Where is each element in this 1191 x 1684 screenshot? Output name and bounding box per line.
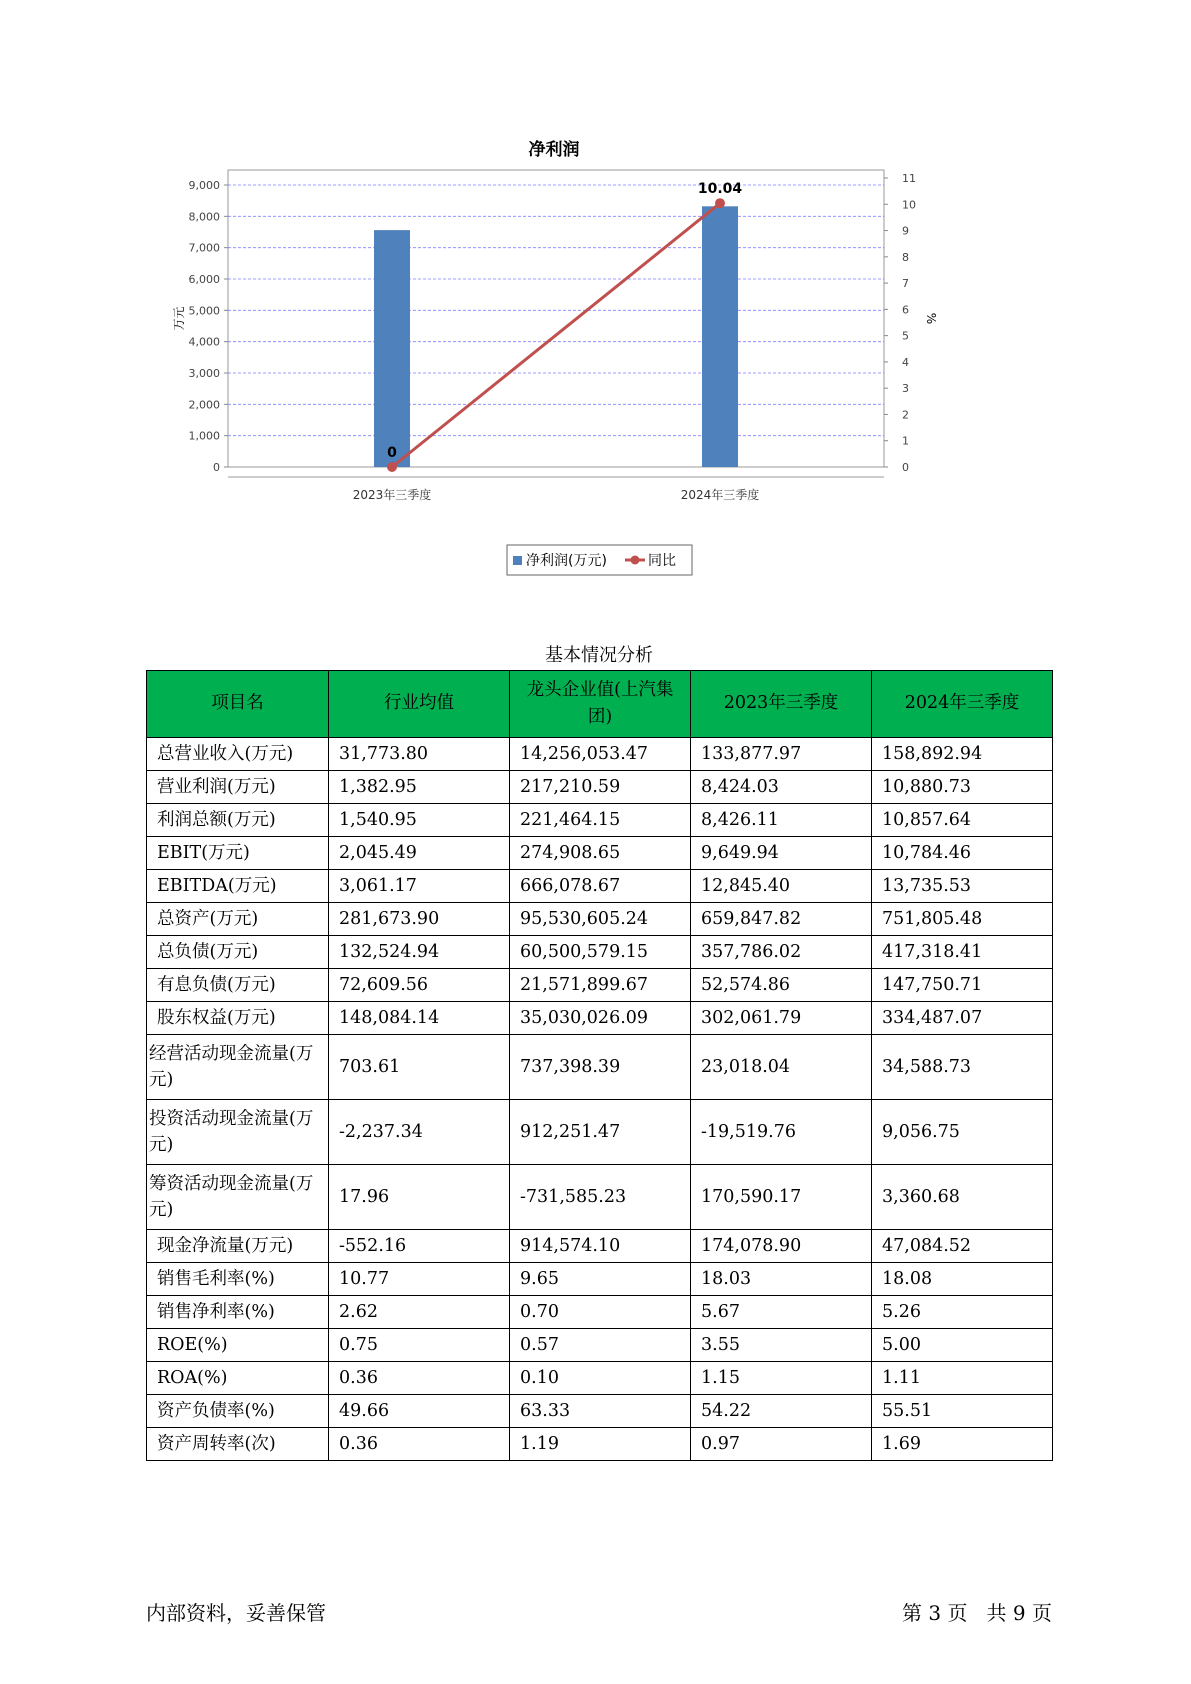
table-cell: 34,588.73 bbox=[872, 1035, 1053, 1100]
table-cell: 49.66 bbox=[329, 1395, 510, 1428]
table-cell: 221,464.15 bbox=[510, 804, 691, 837]
table-row bbox=[147, 870, 1053, 903]
table-cell: 95,530,605.24 bbox=[510, 903, 691, 936]
legend-label-line: 同比 bbox=[648, 553, 676, 569]
table-cell: 9,056.75 bbox=[872, 1100, 1053, 1165]
table-row bbox=[147, 1165, 1053, 1230]
table-cell: 5.26 bbox=[872, 1296, 1053, 1329]
y-tick-label: 4,000 bbox=[188, 335, 220, 349]
table-cell: 703.61 bbox=[329, 1035, 510, 1100]
header-2023q3: 2023年三季度 bbox=[691, 671, 872, 738]
table-cell: 0.75 bbox=[329, 1329, 510, 1362]
row-label: 利润总额(万元) bbox=[147, 804, 329, 837]
table-cell: 17.96 bbox=[329, 1165, 510, 1230]
y-axis-label: 万元 bbox=[172, 306, 186, 331]
legend-label-bar: 净利润(万元) bbox=[526, 553, 607, 569]
y2-tick-label: 4 bbox=[902, 355, 909, 369]
table-cell: 54.22 bbox=[691, 1395, 872, 1428]
data-label: 10.04 bbox=[697, 181, 743, 198]
table-cell: 158,892.94 bbox=[872, 738, 1053, 771]
legend-swatch-bar bbox=[513, 556, 522, 565]
basic-analysis-table bbox=[146, 670, 1053, 1461]
y2-tick-label: 9 bbox=[902, 224, 909, 238]
table-body bbox=[147, 738, 1053, 1461]
table-cell: 10,784.46 bbox=[872, 837, 1053, 870]
table-cell: 751,805.48 bbox=[872, 903, 1053, 936]
table-cell: 1.19 bbox=[510, 1428, 691, 1461]
row-label: 投资活动现金流量(万元) bbox=[147, 1100, 329, 1165]
table-cell: 47,084.52 bbox=[872, 1230, 1053, 1263]
table-cell: 13,735.53 bbox=[872, 870, 1053, 903]
table-cell: 60,500,579.15 bbox=[510, 936, 691, 969]
table-cell: -552.16 bbox=[329, 1230, 510, 1263]
y2-tick-label: 10 bbox=[902, 198, 916, 212]
table-cell: 334,487.07 bbox=[872, 1002, 1053, 1035]
table-cell: 1.15 bbox=[691, 1362, 872, 1395]
table-cell: 132,524.94 bbox=[329, 936, 510, 969]
y2-tick-label: 2 bbox=[902, 408, 909, 422]
table-cell: 10.77 bbox=[329, 1263, 510, 1296]
row-label: ROA(%) bbox=[147, 1362, 329, 1395]
table-cell: 737,398.39 bbox=[510, 1035, 691, 1100]
row-label: 股东权益(万元) bbox=[147, 1002, 329, 1035]
row-label: 筹资活动现金流量(万元) bbox=[147, 1165, 329, 1230]
data-label: 0 bbox=[387, 445, 397, 461]
table-cell: 23,018.04 bbox=[691, 1035, 872, 1100]
table-cell: 55.51 bbox=[872, 1395, 1053, 1428]
table-row bbox=[147, 1329, 1053, 1362]
bar-net-profit bbox=[374, 230, 410, 467]
y2-tick-label: 7 bbox=[902, 277, 909, 291]
row-label: 有息负债(万元) bbox=[147, 969, 329, 1002]
table-cell: 147,750.71 bbox=[872, 969, 1053, 1002]
table-row bbox=[147, 969, 1053, 1002]
row-label: 销售净利率(%) bbox=[147, 1296, 329, 1329]
y2-tick-label: 8 bbox=[902, 250, 909, 264]
line-point-yoy bbox=[715, 198, 725, 208]
y-tick-label: 0 bbox=[213, 461, 220, 474]
table-cell: 1,540.95 bbox=[329, 804, 510, 837]
table-row bbox=[147, 1263, 1053, 1296]
table-cell: 1.69 bbox=[872, 1428, 1053, 1461]
table-cell: 31,773.80 bbox=[329, 738, 510, 771]
table-row bbox=[147, 837, 1053, 870]
y2-tick-label: 5 bbox=[902, 329, 909, 343]
row-label: 资产负债率(%) bbox=[147, 1395, 329, 1428]
y-tick-label: 2,000 bbox=[188, 398, 220, 412]
table-cell: 0.10 bbox=[510, 1362, 691, 1395]
table-header-row bbox=[147, 671, 1053, 738]
table-cell: 12,845.40 bbox=[691, 870, 872, 903]
table-cell: 18.03 bbox=[691, 1263, 872, 1296]
y-tick-label: 1,000 bbox=[188, 429, 220, 443]
row-label: 资产周转率(次) bbox=[147, 1428, 329, 1461]
table-cell: 912,251.47 bbox=[510, 1100, 691, 1165]
table-cell: 0.97 bbox=[691, 1428, 872, 1461]
table-row bbox=[147, 1230, 1053, 1263]
row-label: 总负债(万元) bbox=[147, 936, 329, 969]
table-cell: 52,574.86 bbox=[691, 969, 872, 1002]
table-row bbox=[147, 1362, 1053, 1395]
y-tick-label: 9,000 bbox=[188, 179, 220, 192]
table-cell: 10,857.64 bbox=[872, 804, 1053, 837]
row-label: 现金净流量(万元) bbox=[147, 1230, 329, 1263]
y2-tick-label: 3 bbox=[902, 382, 909, 396]
table-cell: 3,061.17 bbox=[329, 870, 510, 903]
net-profit-chart bbox=[150, 130, 1050, 600]
x-tick-label: 2024年三季度 bbox=[680, 488, 760, 502]
y2-tick-label: 0 bbox=[902, 461, 909, 474]
table-cell: 0.36 bbox=[329, 1428, 510, 1461]
table-cell: 281,673.90 bbox=[329, 903, 510, 936]
table-cell: 0.70 bbox=[510, 1296, 691, 1329]
row-label: EBITDA(万元) bbox=[147, 870, 329, 903]
table-cell: 217,210.59 bbox=[510, 771, 691, 804]
header-item-name: 项目名 bbox=[147, 671, 329, 738]
x-tick-label: 2023年三季度 bbox=[352, 488, 432, 502]
footer-confidential-note: 内部资料，妥善保管 bbox=[146, 1601, 326, 1625]
table-cell: 9,649.94 bbox=[691, 837, 872, 870]
table-row bbox=[147, 1002, 1053, 1035]
table-cell: 10,880.73 bbox=[872, 771, 1053, 804]
table-row bbox=[147, 1100, 1053, 1165]
line-point-yoy bbox=[387, 462, 397, 472]
row-label: 经营活动现金流量(万元) bbox=[147, 1035, 329, 1100]
table-row bbox=[147, 1428, 1053, 1461]
y2-axis-label: % bbox=[924, 312, 938, 325]
table-cell: 274,908.65 bbox=[510, 837, 691, 870]
table-cell: 5.67 bbox=[691, 1296, 872, 1329]
table-cell: 35,030,026.09 bbox=[510, 1002, 691, 1035]
y2-tick-label: 11 bbox=[902, 172, 916, 185]
table-cell: 133,877.97 bbox=[691, 738, 872, 771]
row-label: 总资产(万元) bbox=[147, 903, 329, 936]
y-tick-label: 6,000 bbox=[188, 273, 220, 286]
table-row bbox=[147, 1035, 1053, 1100]
footer-page-number: 第 3 页 共 9 页 bbox=[902, 1601, 1052, 1625]
table-row bbox=[147, 738, 1053, 771]
row-label: 营业利润(万元) bbox=[147, 771, 329, 804]
table-cell: 3,360.68 bbox=[872, 1165, 1053, 1230]
table-cell: 63.33 bbox=[510, 1395, 691, 1428]
table-cell: 666,078.67 bbox=[510, 870, 691, 903]
table-cell: 659,847.82 bbox=[691, 903, 872, 936]
y-tick-label: 5,000 bbox=[188, 304, 220, 318]
header-2024q3: 2024年三季度 bbox=[872, 671, 1053, 738]
y2-tick-label: 6 bbox=[902, 303, 909, 317]
table-cell: 302,061.79 bbox=[691, 1002, 872, 1035]
table-cell: 357,786.02 bbox=[691, 936, 872, 969]
table-cell: 21,571,899.67 bbox=[510, 969, 691, 1002]
table-cell: 174,078.90 bbox=[691, 1230, 872, 1263]
table-row bbox=[147, 903, 1053, 936]
table-cell: 170,590.17 bbox=[691, 1165, 872, 1230]
row-label: EBIT(万元) bbox=[147, 837, 329, 870]
table-cell: 2.62 bbox=[329, 1296, 510, 1329]
table-cell: 14,256,053.47 bbox=[510, 738, 691, 771]
table-cell: 0.57 bbox=[510, 1329, 691, 1362]
table-cell: 3.55 bbox=[691, 1329, 872, 1362]
table-row bbox=[147, 771, 1053, 804]
header-industry-avg: 行业均值 bbox=[329, 671, 510, 738]
table-title: 基本情况分析 bbox=[545, 645, 653, 666]
header-leader-value: 龙头企业值(上汽集团) bbox=[510, 671, 691, 738]
chart-title: 净利润 bbox=[528, 140, 580, 160]
table-cell: 914,574.10 bbox=[510, 1230, 691, 1263]
bar-net-profit bbox=[702, 206, 738, 467]
table-cell: 1.11 bbox=[872, 1362, 1053, 1395]
table-cell: 1,382.95 bbox=[329, 771, 510, 804]
table-cell: 417,318.41 bbox=[872, 936, 1053, 969]
table-cell: 9.65 bbox=[510, 1263, 691, 1296]
table-row bbox=[147, 936, 1053, 969]
row-label: ROE(%) bbox=[147, 1329, 329, 1362]
table-cell: 2,045.49 bbox=[329, 837, 510, 870]
y-tick-label: 7,000 bbox=[188, 241, 220, 255]
legend-swatch-point bbox=[631, 556, 640, 565]
table-cell: 5.00 bbox=[872, 1329, 1053, 1362]
table-cell: 8,426.11 bbox=[691, 804, 872, 837]
y-tick-label: 8,000 bbox=[188, 210, 220, 224]
table-cell: 148,084.14 bbox=[329, 1002, 510, 1035]
row-label: 总营业收入(万元) bbox=[147, 738, 329, 771]
row-label: 销售毛利率(%) bbox=[147, 1263, 329, 1296]
table-row bbox=[147, 1395, 1053, 1428]
table-row bbox=[147, 804, 1053, 837]
table-cell: 18.08 bbox=[872, 1263, 1053, 1296]
table-row bbox=[147, 1296, 1053, 1329]
y2-tick-label: 1 bbox=[902, 434, 909, 448]
y-tick-label: 3,000 bbox=[188, 367, 220, 380]
table-cell: -19,519.76 bbox=[691, 1100, 872, 1165]
table-cell: 72,609.56 bbox=[329, 969, 510, 1002]
table-cell: -2,237.34 bbox=[329, 1100, 510, 1165]
table-cell: 0.36 bbox=[329, 1362, 510, 1395]
chart-canvas bbox=[150, 130, 1050, 600]
table-cell: 8,424.03 bbox=[691, 771, 872, 804]
table-cell: -731,585.23 bbox=[510, 1165, 691, 1230]
plot-area bbox=[228, 170, 884, 467]
